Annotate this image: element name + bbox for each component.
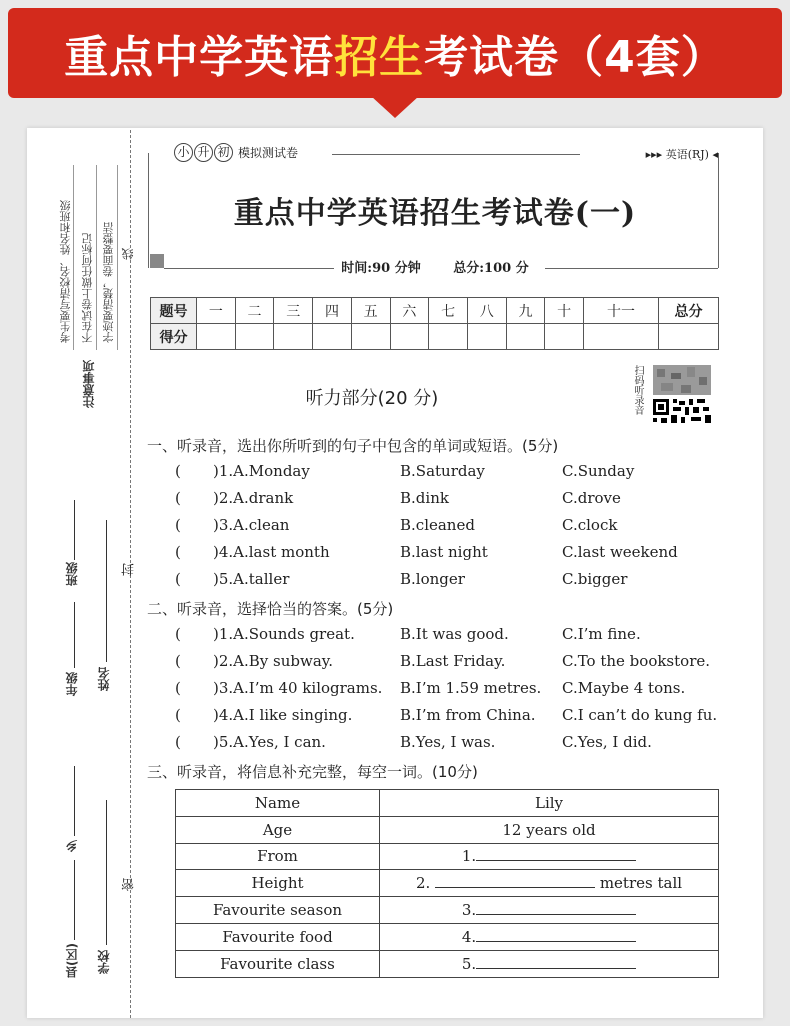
q2-item <box>175 625 735 645</box>
banner-title-part1: 重点中学英语 <box>64 32 335 83</box>
option-c: C.bigger <box>562 570 628 588</box>
school-label: 学校 <box>97 950 111 974</box>
option-b: B.I’m 1.59 metres. <box>400 679 542 697</box>
info-cell <box>380 843 719 870</box>
info-value: Lily <box>380 790 719 817</box>
score-cell[interactable] <box>429 324 468 350</box>
info-row <box>176 950 719 977</box>
question-number: 六 <box>390 298 429 324</box>
series-tag <box>174 143 298 162</box>
exam-info <box>152 257 718 276</box>
info-row <box>176 923 719 950</box>
info-row <box>176 790 719 817</box>
answer-paren[interactable]: ( <box>175 679 181 697</box>
question-number: 七 <box>429 298 468 324</box>
answer-paren[interactable]: ( <box>175 462 181 480</box>
info-label: From <box>176 843 380 870</box>
option-c: C.drove <box>562 489 621 507</box>
info-label: Age <box>176 816 380 843</box>
score-table <box>150 297 719 350</box>
exam-time: 时间:90 分钟 <box>341 261 421 276</box>
blank-number: 1. <box>461 847 477 866</box>
exam-total-score: 总分:100 分 <box>453 261 529 276</box>
county-label: 县(区) <box>65 943 79 978</box>
question-number: 十 <box>545 298 584 324</box>
name-label: 姓名 <box>97 667 111 691</box>
banner-arrow <box>371 96 419 118</box>
score-label: 得分 <box>151 324 197 350</box>
question-number: 九 <box>506 298 545 324</box>
name-blank <box>106 520 107 662</box>
class-label: 班级 <box>65 562 79 586</box>
blank-number: 2. <box>415 874 431 893</box>
q2-heading: 二、听录音，选择恰当的答案。(5分) <box>147 600 394 618</box>
question-number: 三 <box>274 298 313 324</box>
info-cell <box>380 897 719 924</box>
option-b: B.last night <box>400 543 488 561</box>
answer-paren[interactable]: ( <box>175 733 181 751</box>
answer-blank[interactable] <box>476 928 636 942</box>
score-cell[interactable] <box>545 324 584 350</box>
subject-tag: ▸▸▸ 英语(RJ) ◂ <box>645 148 718 161</box>
info-label: Favourite class <box>176 950 380 977</box>
score-cell[interactable] <box>235 324 274 350</box>
answer-blank[interactable] <box>435 874 595 888</box>
question-number: 四 <box>313 298 352 324</box>
secret-label: 密 <box>122 878 137 891</box>
option-a: )1.A.Sounds great. <box>213 625 355 643</box>
info-label: Favourite food <box>176 923 380 950</box>
school-blank <box>106 800 107 945</box>
blank-number: 5. <box>461 954 477 973</box>
seal-label: 封 <box>122 563 137 576</box>
q1-item <box>175 462 735 482</box>
header-rule <box>332 154 580 155</box>
score-table-header-row <box>151 298 719 324</box>
info-cell <box>380 870 719 897</box>
question-number: 一 <box>197 298 236 324</box>
question-number: 五 <box>351 298 390 324</box>
answer-paren[interactable]: ( <box>175 489 181 507</box>
q3-heading: 三、听录音，将信息补充完整，每空一词。(10分) <box>147 763 478 781</box>
option-c: C.clock <box>562 516 618 534</box>
qr-code-icon[interactable] <box>651 363 713 425</box>
frame-left <box>148 153 149 268</box>
score-cell[interactable] <box>390 324 429 350</box>
line-label: 线 <box>121 248 135 260</box>
q1-item <box>175 489 735 509</box>
qr-label: 扫码听录音 <box>632 365 643 415</box>
grade-blank <box>74 602 75 668</box>
score-cell[interactable] <box>467 324 506 350</box>
option-a: )4.A.last month <box>213 543 330 561</box>
option-b: B.cleaned <box>400 516 475 534</box>
grade-label: 年级 <box>65 672 79 696</box>
top-banner <box>8 8 782 98</box>
class-blank <box>74 500 75 560</box>
q1-item <box>175 570 735 590</box>
option-b: B.Saturday <box>400 462 485 480</box>
township-blank <box>74 766 75 836</box>
q1-item <box>175 543 735 563</box>
notes-divider-3 <box>117 165 118 350</box>
banner-title-highlight: 招生 <box>334 32 425 83</box>
series-name: 模拟测试卷 <box>238 146 299 160</box>
q2-item <box>175 652 735 672</box>
option-a: )2.A.By subway. <box>213 652 334 670</box>
notes-line-2: 不在试卷上做任何标记 <box>81 233 94 343</box>
answer-paren[interactable]: ( <box>175 516 181 534</box>
option-a: )2.A.drank <box>213 489 294 507</box>
q2-item <box>175 679 735 699</box>
answer-paren[interactable]: ( <box>175 652 181 670</box>
option-b: B.I’m from China. <box>400 706 536 724</box>
option-a: )3.A.I’m 40 kilograms. <box>213 679 383 697</box>
circle-char-2: 升 <box>194 143 213 162</box>
answer-blank[interactable] <box>476 901 636 915</box>
option-c: C.Yes, I did. <box>562 733 652 751</box>
info-label: Name <box>176 790 380 817</box>
score-cell[interactable] <box>584 324 659 350</box>
question-number-label: 题号 <box>151 298 197 324</box>
question-number: 十一 <box>584 298 659 324</box>
option-a: )3.A.clean <box>213 516 290 534</box>
option-b: B.Yes, I was. <box>400 733 496 751</box>
q1-heading: 一、听录音，选出你所听到的句子中包含的单词或短语。(5分) <box>147 437 559 455</box>
header-bottom-rule-left <box>164 268 334 269</box>
option-b: B.dink <box>400 489 449 507</box>
info-row <box>176 870 719 897</box>
info-row <box>176 816 719 843</box>
exam-title: 重点中学英语招生考试卷(一) <box>233 196 637 231</box>
notes-divider-1 <box>73 165 74 350</box>
info-row <box>176 897 719 924</box>
frame-right <box>718 153 719 268</box>
option-c: C.To the bookstore. <box>562 652 711 670</box>
info-label: Height <box>176 870 380 897</box>
q2-item <box>175 706 735 726</box>
option-c: C.I can’t do kung fu. <box>562 706 718 724</box>
option-a: )1.A.Monday <box>213 462 310 480</box>
total-score-cell[interactable] <box>659 324 719 350</box>
answer-paren[interactable]: ( <box>175 706 181 724</box>
option-c: C.last weekend <box>562 543 678 561</box>
answer-blank[interactable] <box>476 955 636 969</box>
option-a: )4.A.I like singing. <box>213 706 353 724</box>
info-cell <box>380 950 719 977</box>
option-a: )5.A.taller <box>213 570 290 588</box>
info-value: 12 years old <box>380 816 719 843</box>
answer-paren[interactable]: ( <box>175 543 181 561</box>
notes-title: 注意事项 <box>82 360 96 408</box>
option-b: B.Last Friday. <box>400 652 506 670</box>
option-c: C.Maybe 4 tons. <box>562 679 686 697</box>
county-blank <box>74 860 75 940</box>
blank-number: 4. <box>461 927 477 946</box>
blank-suffix: metres tall <box>599 874 683 893</box>
answer-blank[interactable] <box>476 847 636 861</box>
circle-char-1: 小 <box>174 143 193 162</box>
question-number: 二 <box>235 298 274 324</box>
q2-item <box>175 733 735 753</box>
banner-title-part2: 考试卷（4套） <box>424 32 726 83</box>
header-bottom-rule-right <box>545 268 718 269</box>
option-c: C.I’m fine. <box>562 625 641 643</box>
score-cell[interactable] <box>197 324 236 350</box>
info-cell <box>380 923 719 950</box>
info-row <box>176 843 719 870</box>
answer-paren[interactable]: ( <box>175 570 181 588</box>
score-cell[interactable] <box>274 324 313 350</box>
option-c: C.Sunday <box>562 462 635 480</box>
total-score-label: 总分 <box>659 298 719 324</box>
score-table-score-row <box>151 324 719 350</box>
info-table <box>175 789 719 978</box>
score-cell[interactable] <box>313 324 352 350</box>
option-b: B.It was good. <box>400 625 509 643</box>
circle-char-3: 初 <box>214 143 233 162</box>
score-cell[interactable] <box>506 324 545 350</box>
blank-number: 3. <box>461 901 477 920</box>
header-tag-row <box>152 143 718 165</box>
question-number: 八 <box>467 298 506 324</box>
score-cell[interactable] <box>351 324 390 350</box>
q1-item <box>175 516 735 536</box>
option-a: )5.A.Yes, I can. <box>213 733 326 751</box>
notes-line-3: 字迹要清楚，卷面要整洁 <box>102 222 115 343</box>
answer-paren[interactable]: ( <box>175 625 181 643</box>
township-label: 乡 <box>65 840 79 852</box>
section-title: 听力部分(20 分) <box>305 388 439 409</box>
option-b: B.longer <box>400 570 465 588</box>
notes-line-1: 考生要写清校名、姓名和班级 <box>59 200 72 343</box>
info-label: Favourite season <box>176 897 380 924</box>
notes-divider-2 <box>96 165 97 350</box>
